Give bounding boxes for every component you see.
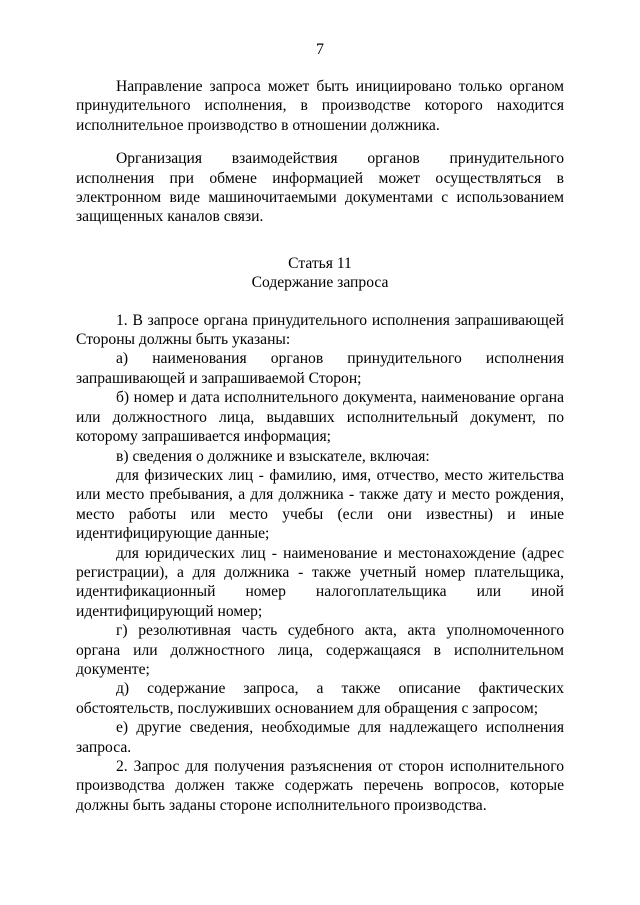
intro-paragraph: Организация взаимодействия органов принудительного исполнения при обмене информацией может осуществляться в электронном виде машиночитаемыми документами с использованием защищенных каналов связи. <box>76 150 564 226</box>
article-paragraph: для физических лиц - фамилию, имя, отчество, место жительства или место пребывания, а для должника - также дату и место рождения, место работы или место учебы (если они известны) и иные идентифицирующие данные; <box>76 466 564 543</box>
article-paragraph: 2. Запрос для получения разъяснения от сторон исполнительного производства должен также содержать перечень вопросов, которые должны быть заданы стороне исполнительного производства. <box>76 758 564 814</box>
article-number: Статья 11 <box>288 254 352 272</box>
article-paragraph: е) другие сведения, необходимые для надлежащего исполнения запроса. <box>76 719 564 756</box>
document-body <box>76 77 564 815</box>
intro-paragraph: Направление запроса может быть инициировано только органом принудительного исполнения, в производстве которого находится исполнительное производство в отношении должника. <box>76 78 564 134</box>
article-paragraph: г) резолютивная часть судебного акта, акта уполномоченного органа или должностного лица, содержащаяся в исполнительном документе; <box>76 622 564 678</box>
article-paragraph: д) содержание запроса, а также описание фактических обстоятельств, послуживших основанием для обращения с запросом; <box>76 680 564 717</box>
article-paragraph: 1. В запросе органа принудительного исполнения запрашивающей Стороны должны быть указаны: <box>76 311 564 349</box>
article-title: Содержание запроса <box>251 274 389 292</box>
article-paragraph: в) сведения о должнике и взыскателе, включая: <box>116 447 430 465</box>
article-paragraph: для юридических лиц - наименование и местонахождение (адрес регистрации), а для должника - также учетный номер плательщика, идентификационный номер налогоплательщика или иной идентифицирующий номер; <box>76 544 564 620</box>
article-paragraph: б) номер и дата исполнительного документа, наименование органа или должностного лица, выдавших исполнительный документ, по которому запрашивается информация; <box>76 389 564 446</box>
page-number: 7 <box>316 41 324 58</box>
article-paragraph: а) наименования органов принудительного исполнения запрашивающей и запрашиваемой Сторон; <box>76 350 564 387</box>
